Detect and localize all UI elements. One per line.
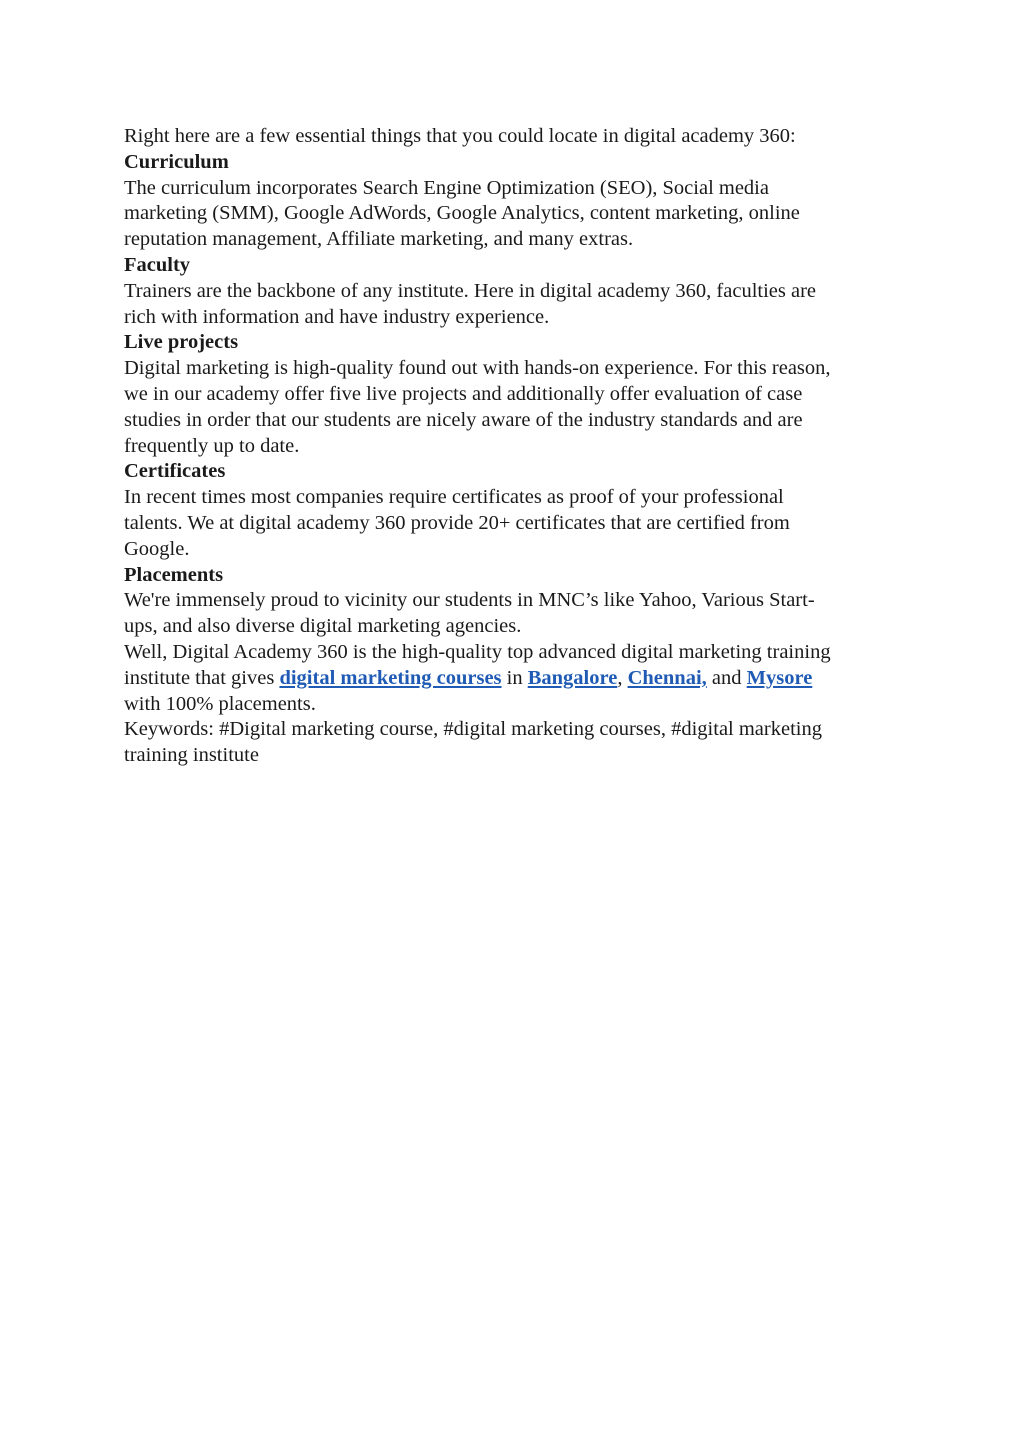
certificates-heading: Certificates	[124, 460, 226, 483]
comma-text: ,	[617, 666, 628, 689]
closing-prefix-text: institute that gives	[124, 666, 280, 689]
digital-marketing-courses-link[interactable]: digital marketing courses	[279, 666, 502, 689]
document-body	[124, 124, 914, 769]
certificates-line: In recent times most companies require certificates as proof of your professional	[124, 486, 784, 509]
curriculum-line: reputation management, Affiliate marketing, and many extras.	[124, 228, 634, 251]
curriculum-line: marketing (SMM), Google AdWords, Google Analytics, content marketing, online	[124, 202, 800, 225]
faculty-heading: Faculty	[124, 253, 191, 276]
certificates-line: talents. We at digital academy 360 provide 20+ certificates that are certified from	[124, 511, 790, 534]
closing-line: Well, Digital Academy 360 is the high-quality top advanced digital marketing training	[124, 640, 831, 663]
live-projects-heading: Live projects	[124, 331, 239, 354]
closing-links-line	[124, 666, 914, 692]
closing-line: with 100% placements.	[124, 692, 316, 715]
placements-line: We're immensely proud to vicinity our students in MNC’s like Yahoo, Various Start-	[124, 589, 815, 612]
curriculum-heading: Curriculum	[124, 150, 229, 173]
keywords-line: training institute	[124, 744, 259, 767]
live-projects-line: studies in order that our students are nicely aware of the industry standards and are	[124, 408, 803, 431]
mysore-link[interactable]: Mysore	[746, 666, 813, 689]
intro-text: Right here are a few essential things that you could locate in digital academy 360:	[124, 125, 796, 147]
live-projects-line: we in our academy offer five live projects and additionally offer evaluation of case	[124, 382, 803, 405]
certificates-line: Google.	[124, 537, 190, 560]
placements-heading: Placements	[124, 563, 224, 586]
curriculum-line: The curriculum incorporates Search Engine Optimization (SEO), Social media	[124, 176, 769, 199]
faculty-line: rich with information and have industry experience.	[124, 305, 550, 328]
in-text: in	[501, 666, 528, 689]
and-text: and	[706, 666, 747, 689]
keywords-line: Keywords: #Digital marketing course, #digital marketing courses, #digital marketing	[124, 718, 822, 741]
live-projects-line: frequently up to date.	[124, 434, 300, 457]
bangalore-link[interactable]: Bangalore	[527, 666, 618, 689]
faculty-line: Trainers are the backbone of any institute. Here in digital academy 360, faculties are	[124, 279, 817, 302]
chennai-link[interactable]: Chennai,	[627, 666, 707, 689]
live-projects-line: Digital marketing is high-quality found out with hands-on experience. For this reason,	[124, 357, 831, 380]
placements-line: ups, and also diverse digital marketing agencies.	[124, 615, 522, 638]
